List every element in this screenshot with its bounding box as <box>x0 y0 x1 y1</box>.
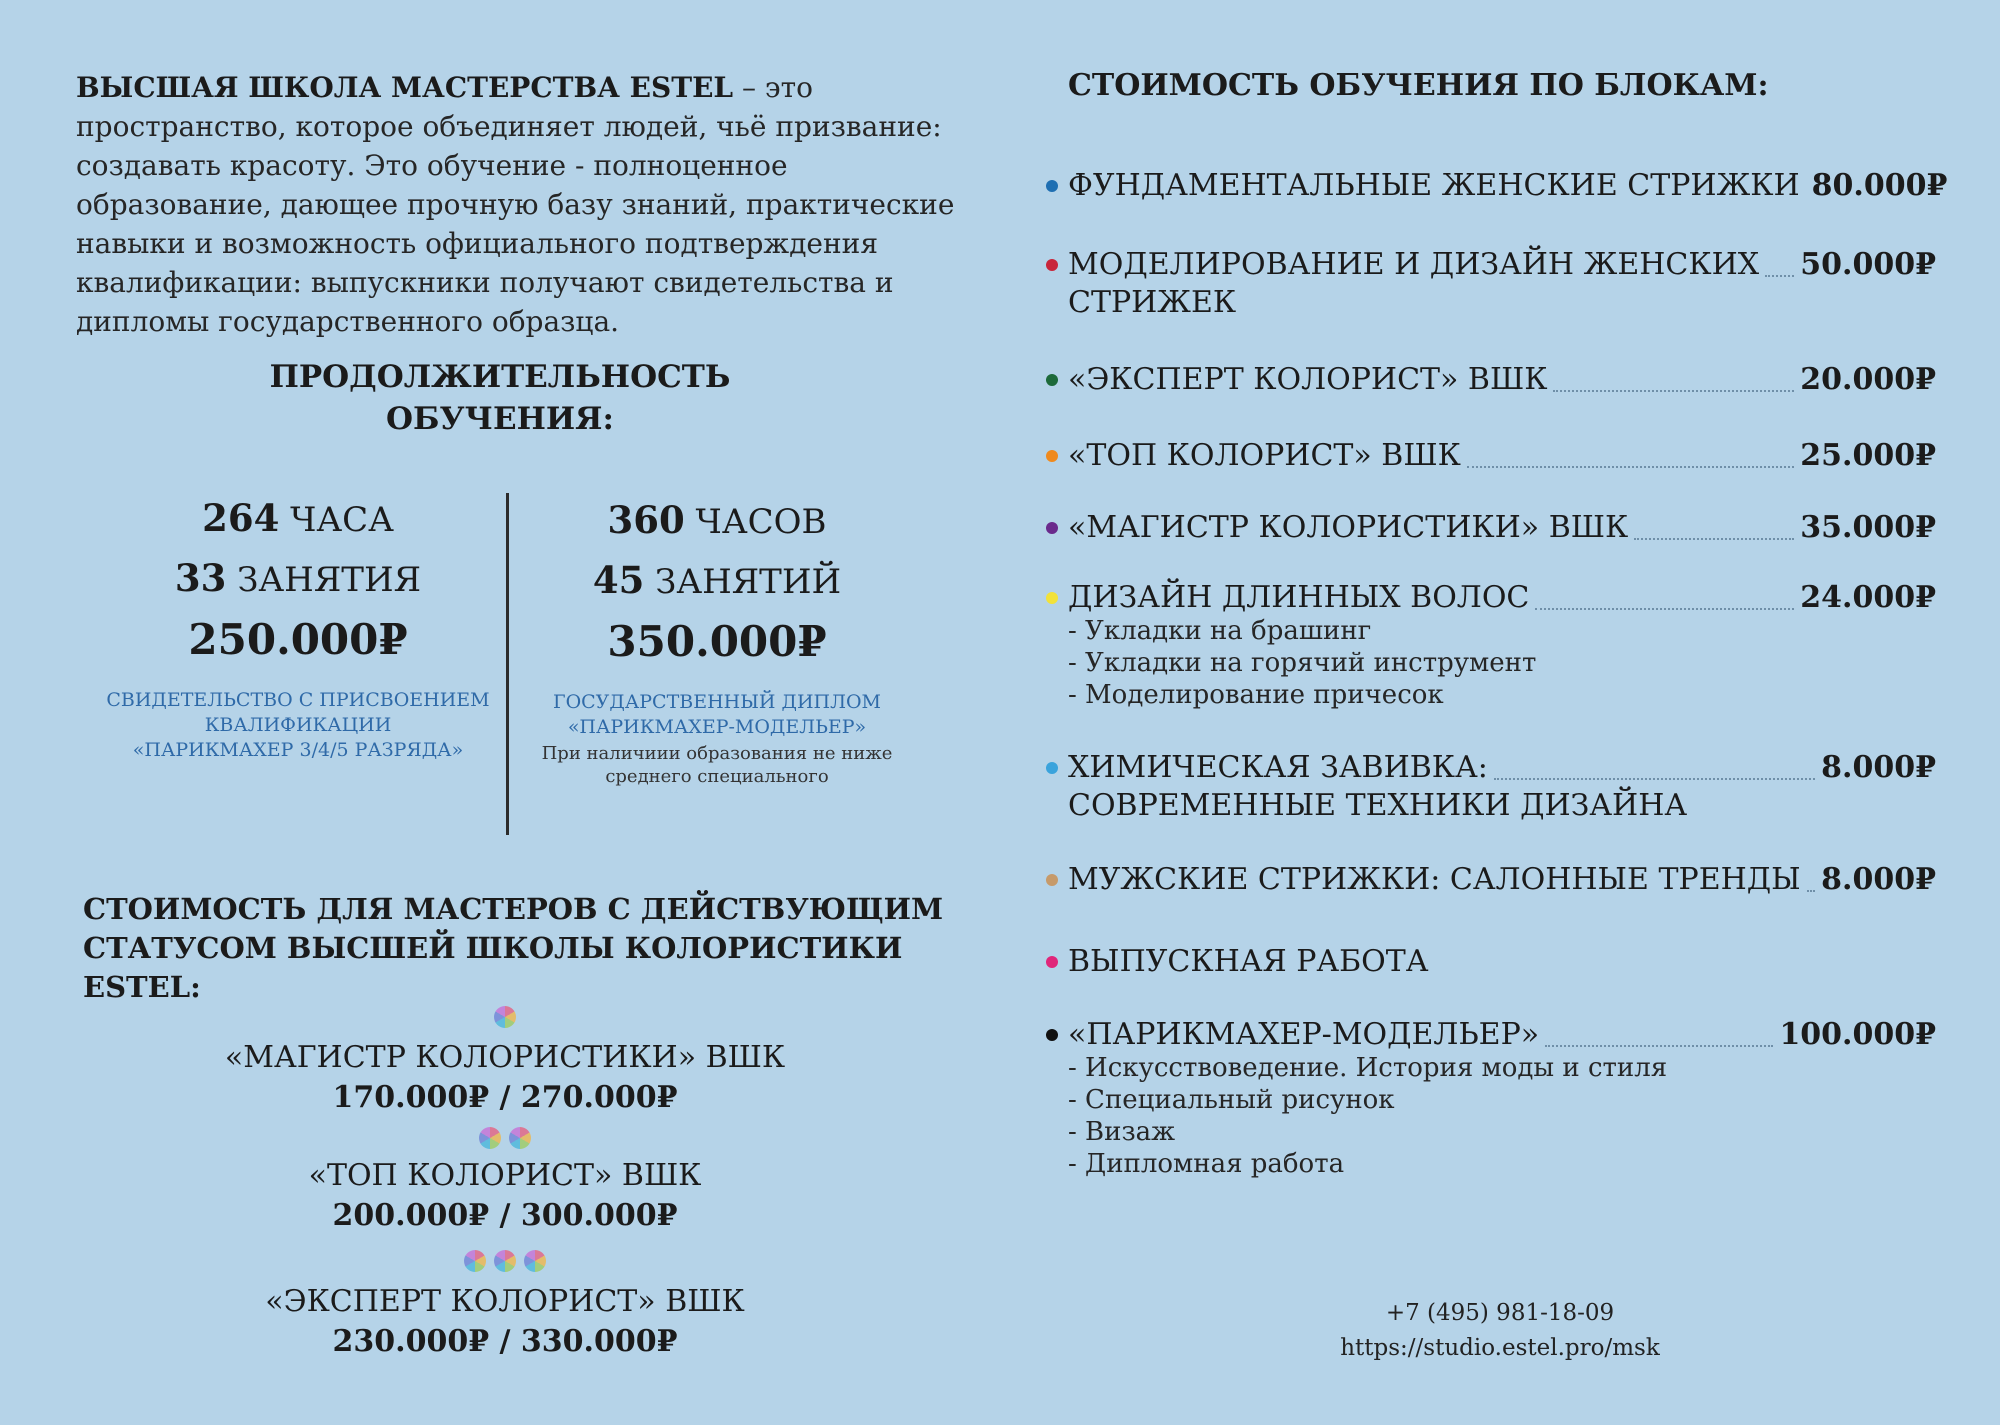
flower-icon <box>524 1250 546 1272</box>
left-lessons-num: 33 <box>174 556 227 600</box>
block-price: 24.000₽ <box>1800 580 1936 615</box>
right-hours-num: 360 <box>607 498 685 542</box>
right-lessons <box>507 558 927 604</box>
duration-title-line1: ПРОДОЛЖИТЕЛЬНОСТЬ <box>269 359 731 395</box>
block-price: 50.000₽ <box>1800 247 1936 282</box>
block-price: 100.000₽ <box>1779 1017 1936 1052</box>
block-name: ВЫПУСКНАЯ РАБОТА <box>1068 944 1429 979</box>
right-certificate <box>507 690 927 740</box>
right-cert-line1: ГОСУДАРСТВЕННЫЙ ДИПЛОМ <box>552 691 881 713</box>
bullet-dot-icon <box>1046 592 1058 604</box>
block-name: «ТОП КОЛОРИСТ» ВШК <box>1068 438 1461 473</box>
right-cert-line2: «ПАРИКМАХЕР-МОДЕЛЬЕР» <box>567 716 867 738</box>
intro-paragraph <box>76 68 991 341</box>
block-subitems <box>1068 1052 1667 1180</box>
bullet-dot-icon <box>1046 374 1058 386</box>
block-name: ДИЗАЙН ДЛИННЫХ ВОЛОС <box>1068 580 1530 615</box>
dotted-leader <box>1467 466 1794 468</box>
block-subitem: - Специальный рисунок <box>1068 1085 1395 1115</box>
right-note-line1: При наличиии образования не ниже <box>541 743 893 764</box>
right-note-line2: среднего специального <box>605 766 829 787</box>
master-icons-2 <box>155 1127 855 1151</box>
block-price: 8.000₽ <box>1821 862 1936 897</box>
dotted-leader <box>1535 608 1794 610</box>
bullet-dot-icon <box>1046 874 1058 886</box>
intro-text: – это пространство, которое объединяет людей, чьё призвание: создавать красоту. Это обучение - полноценное образование, дающее прочную базу знаний, практические навыки и возможность официального подтверждения квалификации: выпускники получают свидетельства и дипломы государственного образца. <box>76 71 955 338</box>
block-subitem: - Моделирование причесок <box>1068 680 1444 710</box>
right-lessons-unit: ЗАНЯТИЙ <box>644 562 842 602</box>
block-name: МУЖСКИЕ СТРИЖКИ: САЛОННЫЕ ТРЕНДЫ <box>1068 862 1801 897</box>
master-icons-1 <box>155 1006 855 1030</box>
flower-icon <box>509 1127 531 1149</box>
contact-phone[interactable]: +7 (495) 981-18-09 <box>1385 1300 1615 1326</box>
blocks-title: СТОИМОСТЬ ОБУЧЕНИЯ ПО БЛОКАМ: <box>1068 68 1769 103</box>
master-item <box>155 1156 855 1236</box>
left-certificate <box>88 688 508 763</box>
block-name: ХИМИЧЕСКАЯ ЗАВИВКА: <box>1068 750 1488 785</box>
block-subitems <box>1068 615 1536 711</box>
block-name-line2: СОВРЕМЕННЫЕ ТЕХНИКИ ДИЗАЙНА <box>1068 788 1688 823</box>
left-hours-num: 264 <box>202 496 280 540</box>
bullet-dot-icon <box>1046 762 1058 774</box>
master-icons-3 <box>155 1250 855 1274</box>
dotted-leader <box>1553 390 1794 392</box>
right-note <box>507 742 927 788</box>
bullet-dot-icon <box>1046 180 1058 192</box>
block-subitem: - Визаж <box>1068 1117 1176 1147</box>
block-price: 25.000₽ <box>1800 438 1936 473</box>
block-subitem: - Укладки на брашинг <box>1068 616 1372 646</box>
left-cert-line3: «ПАРИКМАХЕР 3/4/5 РАЗРЯДА» <box>132 739 464 761</box>
flower-icon <box>494 1006 516 1028</box>
block-price: 80.000₽ <box>1811 168 1948 203</box>
right-lessons-num: 45 <box>592 558 645 602</box>
master-item-name: «ТОП КОЛОРИСТ» ВШК <box>308 1158 702 1193</box>
duration-title <box>250 356 750 440</box>
block-name: ФУНДАМЕНТАЛЬНЫЕ ЖЕНСКИЕ СТРИЖКИ <box>1068 168 1800 203</box>
block-subitem: - Укладки на горячий инструмент <box>1068 648 1537 678</box>
master-item-price: 230.000₽ / 330.000₽ <box>332 1324 678 1359</box>
dotted-leader <box>1807 890 1816 892</box>
right-hours-unit: ЧАСОВ <box>684 502 827 542</box>
masters-title-line1: СТОИМОСТЬ ДЛЯ МАСТЕРОВ С ДЕЙСТВУЮЩИМ <box>83 892 944 926</box>
contacts <box>1300 1296 1700 1366</box>
master-item-price: 170.000₽ / 270.000₽ <box>332 1080 678 1115</box>
intro-bold-title: ВЫСШАЯ ШКОЛА МАСТЕРСТВА ESTEL <box>76 71 734 104</box>
master-item <box>155 1038 855 1118</box>
flower-icon <box>494 1250 516 1272</box>
duration-title-line2: ОБУЧЕНИЯ: <box>386 401 614 437</box>
block-price: 8.000₽ <box>1821 750 1936 785</box>
bullet-dot-icon <box>1046 522 1058 534</box>
bullet-dot-icon <box>1046 450 1058 462</box>
masters-title <box>83 890 983 1007</box>
master-item <box>155 1282 855 1362</box>
masters-title-line2: СТАТУСОМ ВЫСШЕЙ ШКОЛЫ КОЛОРИСТИКИ ESTEL: <box>83 931 903 1004</box>
block-subitem: - Дипломная работа <box>1068 1149 1345 1179</box>
program-right <box>507 498 927 788</box>
left-price: 250.000₽ <box>188 615 408 664</box>
left-lessons-unit: ЗАНЯТИЯ <box>226 560 422 600</box>
right-hours <box>507 498 927 544</box>
block-name: «ПАРИКМАХЕР-МОДЕЛЬЕР» <box>1068 1017 1540 1052</box>
block-name: «МАГИСТР КОЛОРИСТИКИ» ВШК <box>1068 510 1629 545</box>
block-name: МОДЕЛИРОВАНИЕ И ДИЗАЙН ЖЕНСКИХ <box>1068 247 1760 282</box>
left-lessons <box>88 556 508 602</box>
bullet-dot-icon <box>1046 1029 1058 1041</box>
block-price: 35.000₽ <box>1800 510 1936 545</box>
left-hours <box>88 496 508 542</box>
left-cert-line1: СВИДЕТЕЛЬСТВО С ПРИСВОЕНИЕМ <box>106 689 490 711</box>
flower-icon <box>464 1250 486 1272</box>
block-name: «ЭКСПЕРТ КОЛОРИСТ» ВШК <box>1068 362 1548 397</box>
master-item-name: «ЭКСПЕРТ КОЛОРИСТ» ВШК <box>265 1284 745 1319</box>
contact-url[interactable]: https://studio.estel.pro/msk <box>1340 1335 1660 1361</box>
bullet-dot-icon <box>1046 956 1058 968</box>
dotted-leader <box>1765 275 1794 277</box>
block-subitem: - Искусствоведение. История моды и стиля <box>1068 1053 1668 1083</box>
left-hours-unit: ЧАСА <box>279 500 394 540</box>
left-cert-line2: КВАЛИФИКАЦИИ <box>204 714 392 736</box>
master-item-price: 200.000₽ / 300.000₽ <box>332 1198 678 1233</box>
dotted-leader <box>1634 538 1794 540</box>
dotted-leader <box>1494 778 1815 780</box>
flower-icon <box>479 1127 501 1149</box>
right-price: 350.000₽ <box>607 617 827 666</box>
block-name-line2: СТРИЖЕК <box>1068 285 1237 320</box>
block-price: 20.000₽ <box>1800 362 1936 397</box>
bullet-dot-icon <box>1046 259 1058 271</box>
master-item-name: «МАГИСТР КОЛОРИСТИКИ» ВШК <box>224 1040 786 1075</box>
program-left <box>88 496 508 763</box>
dotted-leader <box>1545 1045 1773 1047</box>
